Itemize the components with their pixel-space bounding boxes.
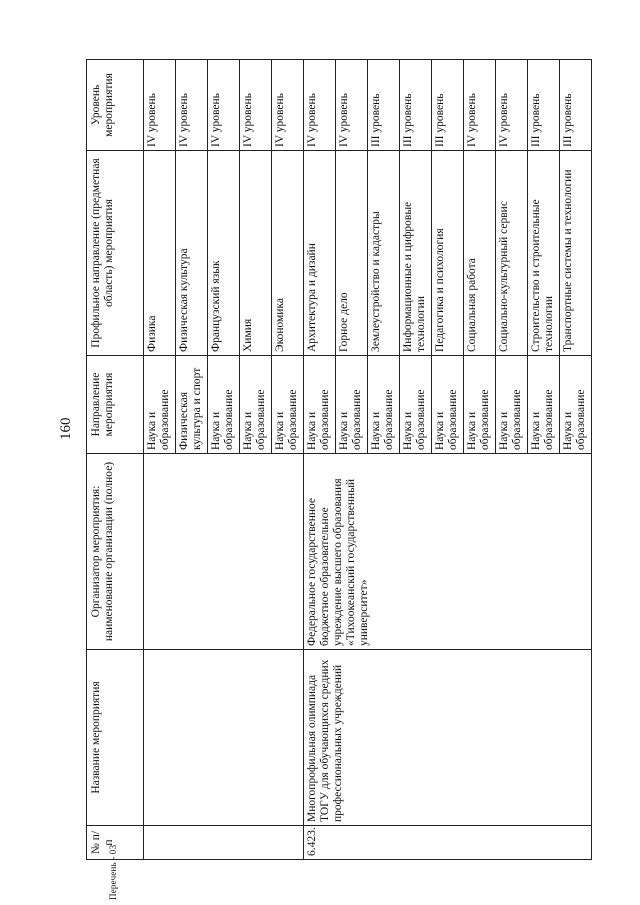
cell-num-empty bbox=[144, 826, 304, 860]
cell-level: III уровень bbox=[368, 60, 400, 151]
cell-level: IV уровень bbox=[304, 60, 336, 151]
cell-level: IV уровень bbox=[240, 60, 272, 151]
header-direction: Направление мероприятия bbox=[87, 356, 144, 454]
header-name: Название мероприятия bbox=[87, 650, 144, 826]
cell-direction: Наука и образование bbox=[208, 356, 240, 454]
cell-direction: Наука и образование bbox=[304, 356, 336, 454]
cell-level: IV уровень bbox=[464, 60, 496, 151]
cell-profile: Архитектура и дизайн bbox=[304, 151, 336, 356]
page-number: 160 bbox=[58, 417, 74, 440]
cell-direction: Наука и образование bbox=[560, 356, 592, 454]
cell-direction: Наука и образование bbox=[272, 356, 304, 454]
cell-name-empty bbox=[144, 650, 304, 826]
cell-direction: Наука и образование bbox=[496, 356, 528, 454]
cell-level: III уровень bbox=[560, 60, 592, 151]
cell-level: IV уровень bbox=[272, 60, 304, 151]
header-num: № п/п bbox=[87, 826, 144, 860]
header-organizer: Организатор мероприятия: наименование организации (полное) bbox=[87, 454, 144, 650]
cell-level: IV уровень bbox=[208, 60, 240, 151]
cell-level: IV уровень bbox=[336, 60, 368, 151]
cell-direction: Наука и образование bbox=[464, 356, 496, 454]
cell-profile: Горное дело bbox=[336, 151, 368, 356]
cell-profile: Транспортные системы и технологии bbox=[560, 151, 592, 356]
cell-level: IV уровень bbox=[496, 60, 528, 151]
cell-organizer-empty bbox=[144, 454, 304, 650]
cell-direction: Наука и образование bbox=[400, 356, 432, 454]
cell-direction: Физическая культура и спорт bbox=[176, 356, 208, 454]
cell-event-organizer: Федеральное государственное бюджетное образовательное учреждение высшего образования «Тихоокеанский государственный университет» bbox=[304, 454, 592, 650]
cell-profile: Землеустройство и кадастры bbox=[368, 151, 400, 356]
cell-level: III уровень bbox=[400, 60, 432, 151]
cell-profile: Педагогика и психология bbox=[432, 151, 464, 356]
cell-profile: Социальная работа bbox=[464, 151, 496, 356]
cell-direction: Наука и образование bbox=[144, 356, 176, 454]
cell-profile: Экономика bbox=[272, 151, 304, 356]
cell-level: III уровень bbox=[528, 60, 560, 151]
header-profile: Профильное направление (предметная область) мероприятия bbox=[87, 151, 144, 356]
cell-level: IV уровень bbox=[144, 60, 176, 151]
cell-direction: Наука и образование bbox=[336, 356, 368, 454]
cell-level: III уровень bbox=[432, 60, 464, 151]
cell-profile: Социально-культурный сервис bbox=[496, 151, 528, 356]
events-table-wrapper bbox=[86, 60, 587, 860]
cell-level: IV уровень bbox=[176, 60, 208, 151]
cell-profile: Химия bbox=[240, 151, 272, 356]
cell-profile: Французский язык bbox=[208, 151, 240, 356]
cell-profile: Информационные и цифровые технологии bbox=[400, 151, 432, 356]
cell-direction: Наука и образование bbox=[240, 356, 272, 454]
cell-direction: Наука и образование bbox=[432, 356, 464, 454]
cell-profile: Физическая культура bbox=[176, 151, 208, 356]
table-header-row bbox=[87, 60, 144, 860]
table-row bbox=[144, 60, 176, 860]
footer-label: Перечень - 03 bbox=[108, 844, 118, 900]
cell-direction: Наука и образование bbox=[368, 356, 400, 454]
cell-event-num: 6.423. bbox=[304, 826, 592, 860]
table-row bbox=[304, 60, 336, 860]
cell-direction: Наука и образование bbox=[528, 356, 560, 454]
cell-event-name: Многопрофильная олимпиада ТОГУ для обучающихся средних профессиональных учреждений bbox=[304, 650, 592, 826]
events-table bbox=[86, 59, 592, 860]
cell-profile: Физика bbox=[144, 151, 176, 356]
cell-profile: Строительство и строительные технологии bbox=[528, 151, 560, 356]
header-level: Уровень мероприятия bbox=[87, 60, 144, 151]
